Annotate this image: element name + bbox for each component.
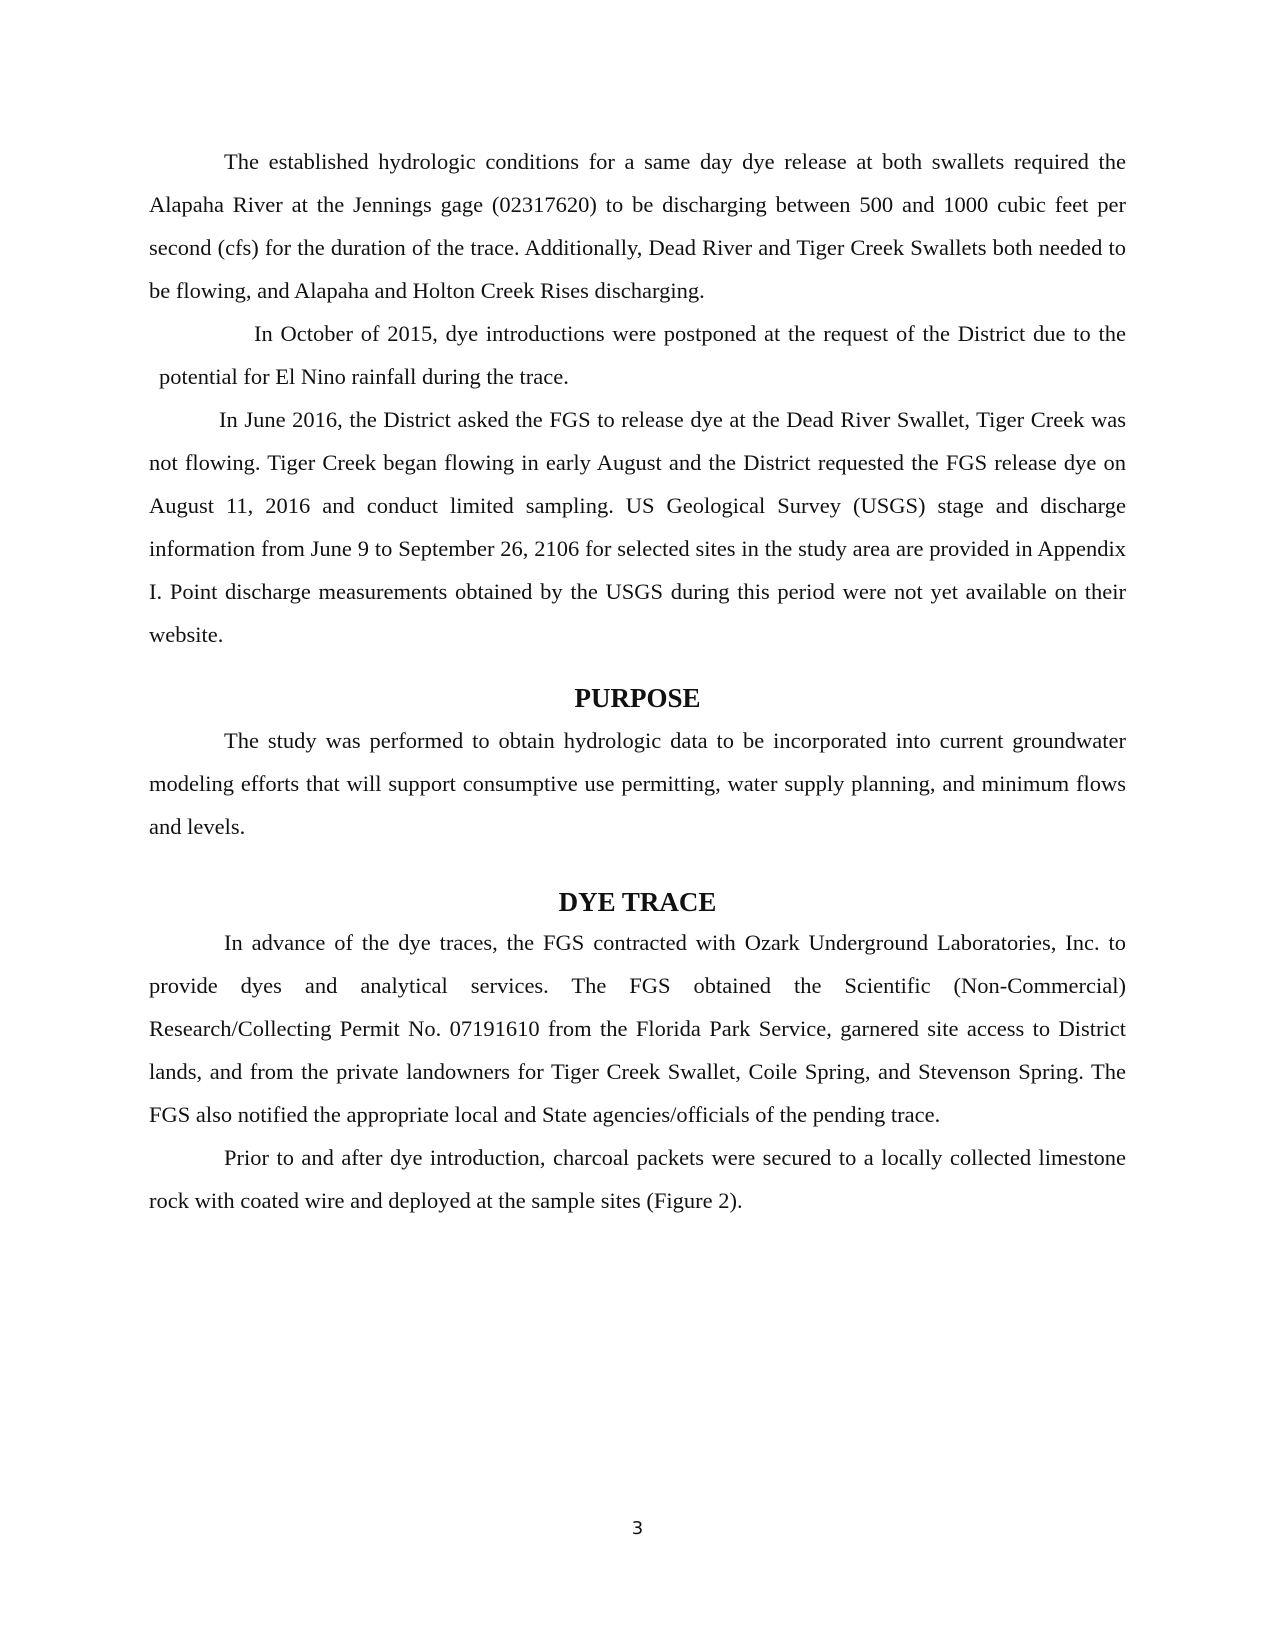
paragraph-october-2015: In October of 2015, dye introductions were postponed at the request of the District due to the potential for El Nino rainfall during the trace. <box>159 321 1126 389</box>
paragraph-dye-trace-advance: In advance of the dye traces, the FGS contracted with Ozark Underground Laboratories, Inc. to provide dyes and analytical services. The FGS obtained the Scientific (Non-Commercial) Research/Collecting Permit No. 07191610 from the Florida Park Service, garnered site access to District lands, and from the private landowners for Tiger Creek Swallet, Coile Spring, and Stevenson Spring. The FGS also notified the appropriate local and State agencies/officials of the pending trace. <box>149 930 1126 1127</box>
page-number: 3 <box>631 1518 644 1539</box>
page-body <box>149 140 1126 1222</box>
paragraph-dye-trace-charcoal: Prior to and after dye introduction, charcoal packets were secured to a locally collected limestone rock with coated wire and deployed at the sample sites (Figure 2). <box>149 1145 1126 1213</box>
paragraph-june-2016: In June 2016, the District asked the FGS to release dye at the Dead River Swallet, Tiger Creek was not flowing. Tiger Creek began flowing in early August and the District requested the FGS release dye on August 11, 2016 and conduct limited sampling. US Geological Survey (USGS) stage and discharge information from June 9 to September 26, 2106 for selected sites in the study area are provided in Appendix I. Point discharge measurements obtained by the USGS during this period were not yet available on their website. <box>149 407 1126 647</box>
dye-trace-heading: DYE TRACE <box>558 887 717 917</box>
purpose-heading: PURPOSE <box>574 683 701 713</box>
paragraph-purpose: The study was performed to obtain hydrologic data to be incorporated into current groundwater modeling efforts that will support consumptive use permitting, water supply planning, and minimum flows and levels. <box>149 728 1126 839</box>
paragraph-hydrologic-conditions: The established hydrologic conditions for a same day dye release at both swallets required the Alapaha River at the Jennings gage (02317620) to be discharging between 500 and 1000 cubic feet per second (cfs) for the duration of the trace. Additionally, Dead River and Tiger Creek Swallets both needed to be flowing, and Alapaha and Holton Creek Rises discharging. <box>149 149 1126 303</box>
